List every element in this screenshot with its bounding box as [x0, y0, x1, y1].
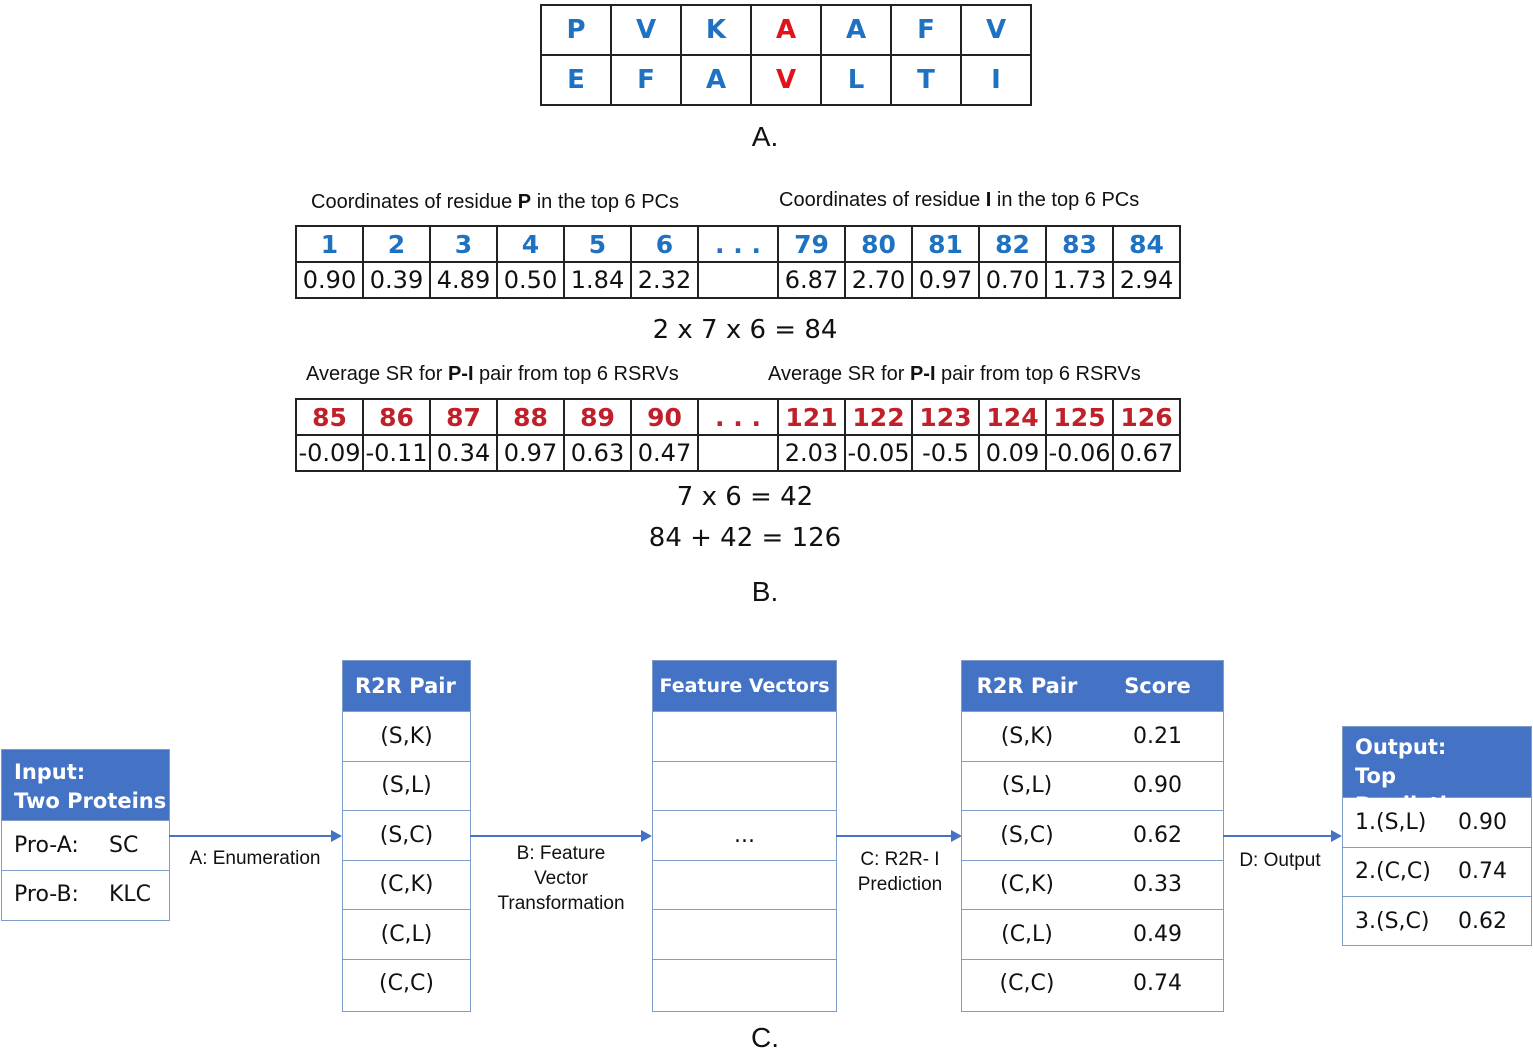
r2r-pair-header: R2R Pair [343, 661, 470, 711]
input-title: Input: [14, 760, 86, 784]
panel-label-c: C. [751, 1022, 779, 1053]
r2r-pair-row: (S,C) [343, 810, 470, 860]
prediction-pair: 3.(S,C) [1355, 908, 1430, 934]
feature-value-cell: 0.70 [979, 262, 1046, 298]
score-row [962, 810, 1223, 860]
score-header [962, 661, 1223, 711]
output-box [1342, 726, 1532, 946]
step-output-label: D: Output [1239, 850, 1321, 871]
score-value: 0.21 [1133, 723, 1182, 749]
equation-42: 7 x 6 = 42 [676, 482, 814, 512]
feature-value-cell: -0.5 [912, 435, 979, 471]
step-text: Transformation [497, 893, 625, 914]
feature-vectors-box [652, 660, 837, 1012]
feature-index-cell: 125 [1046, 399, 1113, 435]
score-pair: (C,L) [1001, 921, 1053, 947]
panel-label-a: A. [751, 121, 779, 152]
feature-index-cell: 6 [631, 226, 698, 262]
caption-text: Coordinates of residue [779, 189, 986, 211]
sr-table [295, 398, 1181, 472]
prediction-row [1343, 847, 1531, 897]
r2r-pair-row: (C,C) [343, 959, 470, 1009]
input-subtitle: Two Proteins [14, 789, 167, 813]
prediction-score: 0.62 [1458, 908, 1507, 934]
sequence-row-b [541, 55, 1031, 105]
feature-value-cell: 0.97 [497, 435, 564, 471]
feature-value-cell: 0.67 [1113, 435, 1180, 471]
output-subtitle: Top Predictions [1355, 764, 1489, 817]
feature-value-cell: 0.97 [912, 262, 979, 298]
feature-value-cell: -0.06 [1046, 435, 1113, 471]
feature-value-cell: 2.32 [631, 262, 698, 298]
arrow-head-icon [331, 830, 342, 842]
caption-text: in the top 6 PCs [531, 191, 680, 213]
feature-value-cell: 6.87 [778, 262, 845, 298]
feature-index-cell: 82 [979, 226, 1046, 262]
feature-value-cell: 0.39 [363, 262, 430, 298]
feature-index-cell: 123 [912, 399, 979, 435]
caption-bold: P-I [447, 363, 474, 385]
residue-cell: I [961, 55, 1031, 105]
feature-index-cell: 2 [363, 226, 430, 262]
residue-cell: F [891, 5, 961, 55]
caption-bold: P-I [909, 363, 936, 385]
feature-index-row [296, 399, 1180, 435]
equation-126: 84 + 42 = 126 [648, 523, 842, 553]
caption-text: pair from top 6 RSRVs [935, 363, 1141, 385]
feature-value-row [296, 435, 1180, 471]
protein-value: KLC [109, 882, 152, 908]
score-box [961, 660, 1224, 1012]
step-text: C: R2R- I [860, 849, 940, 870]
step-text: Prediction [857, 874, 943, 895]
feature-index-cell: 79 [778, 226, 845, 262]
prediction-pair: 1.(S,L) [1355, 809, 1427, 835]
step-enumeration-label: A: Enumeration [189, 848, 321, 869]
feature-index-cell: 124 [979, 399, 1046, 435]
arrow-prediction [836, 835, 952, 837]
feature-value-cell: 0.50 [497, 262, 564, 298]
sequence-row-a [541, 5, 1031, 55]
caption-coords-i [779, 189, 1139, 212]
score-pair: (C,C) [999, 971, 1055, 997]
output-title: Output: [1355, 735, 1447, 759]
feature-index-cell: 80 [845, 226, 912, 262]
arrow-output [1223, 835, 1332, 837]
feature-vector-row [653, 860, 836, 910]
ellipsis-cell: . . . [698, 226, 778, 262]
feature-index-cell: 5 [564, 226, 631, 262]
feature-value-cell: 0.47 [631, 435, 698, 471]
feature-value-cell: 2.94 [1113, 262, 1180, 298]
feature-value-cell: 4.89 [430, 262, 497, 298]
score-row [962, 909, 1223, 959]
feature-index-cell: 4 [497, 226, 564, 262]
prediction-row [1343, 896, 1531, 946]
ellipsis-cell [698, 262, 778, 298]
residue-cell: V [751, 55, 821, 105]
r2r-pair-row: (S,L) [343, 761, 470, 811]
step-text: Vector [534, 868, 588, 889]
residue-cell: A [751, 5, 821, 55]
panel-label-b: B. [751, 576, 779, 607]
caption-avg-sr-left [306, 363, 679, 386]
protein-key: Pro-A: [14, 832, 79, 858]
feature-value-cell: 2.70 [845, 262, 912, 298]
input-row-pro-a [2, 820, 169, 870]
ellipsis-cell [698, 435, 778, 471]
score-row [962, 860, 1223, 910]
score-value: 0.90 [1133, 773, 1182, 799]
equation-84: 2 x 7 x 6 = 84 [652, 315, 838, 345]
score-row [962, 959, 1223, 1009]
feature-index-cell: 90 [631, 399, 698, 435]
arrow-enumeration [169, 835, 332, 837]
feature-vector-row [653, 711, 836, 761]
feature-value-cell: -0.11 [363, 435, 430, 471]
score-row [962, 711, 1223, 761]
step-feature-vector-label [478, 841, 644, 916]
feature-index-cell: 86 [363, 399, 430, 435]
score-header-pair: R2R Pair [976, 674, 1078, 698]
feature-index-cell: 85 [296, 399, 363, 435]
caption-bold: P [517, 191, 532, 213]
residue-cell: E [541, 55, 611, 105]
input-row-pro-b [2, 870, 169, 920]
residue-cell: A [821, 5, 891, 55]
feature-index-cell: 83 [1046, 226, 1113, 262]
feature-value-row [296, 262, 1180, 298]
residue-cell: P [541, 5, 611, 55]
feature-index-cell: 1 [296, 226, 363, 262]
score-value: 0.49 [1133, 921, 1182, 947]
feature-value-cell: 0.09 [979, 435, 1046, 471]
feature-vectors-header: Feature Vectors [653, 661, 836, 711]
residue-cell: T [891, 55, 961, 105]
feature-value-cell: 0.63 [564, 435, 631, 471]
residue-cell: K [681, 5, 751, 55]
feature-index-cell: 87 [430, 399, 497, 435]
protein-value: SC [109, 832, 139, 858]
feature-value-cell: -0.09 [296, 435, 363, 471]
caption-bold: I [985, 189, 992, 211]
step-prediction-label [842, 847, 958, 897]
feature-index-cell: 3 [430, 226, 497, 262]
residue-cell: F [611, 55, 681, 105]
feature-value-cell: 1.73 [1046, 262, 1113, 298]
feature-index-cell: 121 [778, 399, 845, 435]
caption-text: in the top 6 PCs [991, 189, 1140, 211]
feature-index-cell: 122 [845, 399, 912, 435]
step-text: B: Feature [516, 843, 606, 864]
score-header-score: Score [1124, 674, 1191, 698]
score-row [962, 761, 1223, 811]
arrow-head-icon [1331, 830, 1342, 842]
score-pair: (S,L) [1001, 773, 1053, 799]
feature-vector-row [653, 909, 836, 959]
feature-value-cell: 0.34 [430, 435, 497, 471]
r2r-pair-row: (S,K) [343, 711, 470, 761]
prediction-score: 0.90 [1458, 809, 1507, 835]
residue-cell: A [681, 55, 751, 105]
caption-coords-p [311, 191, 679, 214]
ellipsis-cell: . . . [698, 399, 778, 435]
feature-index-cell: 84 [1113, 226, 1180, 262]
prediction-score: 0.74 [1458, 859, 1507, 885]
feature-value-cell: -0.05 [845, 435, 912, 471]
score-value: 0.62 [1133, 822, 1182, 848]
sequence-alignment-table [540, 4, 1032, 106]
feature-index-cell: 126 [1113, 399, 1180, 435]
score-value: 0.33 [1133, 872, 1182, 898]
feature-index-cell: 88 [497, 399, 564, 435]
score-pair: (S,K) [1000, 723, 1054, 749]
r2r-pair-row: (C,L) [343, 909, 470, 959]
r2r-pair-row: (C,K) [343, 860, 470, 910]
input-box [1, 749, 170, 921]
caption-avg-sr-right [768, 363, 1141, 386]
caption-text: Average SR for [306, 363, 448, 385]
residue-cell: V [611, 5, 681, 55]
feature-vector-row: ... [653, 810, 836, 860]
feature-index-row [296, 226, 1180, 262]
residue-cell: V [961, 5, 1031, 55]
feature-vector-row [653, 959, 836, 1009]
feature-value-cell: 1.84 [564, 262, 631, 298]
prediction-pair: 2.(C,C) [1355, 859, 1431, 885]
feature-index-cell: 81 [912, 226, 979, 262]
score-value: 0.74 [1133, 971, 1182, 997]
output-box-header [1343, 727, 1531, 817]
feature-value-cell: 2.03 [778, 435, 845, 471]
feature-value-cell: 0.90 [296, 262, 363, 298]
coordinates-table [295, 225, 1181, 299]
residue-cell: L [821, 55, 891, 105]
caption-text: pair from top 6 RSRVs [473, 363, 679, 385]
feature-vector-row [653, 761, 836, 811]
caption-text: Average SR for [768, 363, 910, 385]
arrow-feature-transformation [470, 835, 642, 837]
caption-text: Coordinates of residue [311, 191, 518, 213]
r2r-pair-box [342, 660, 471, 1012]
score-pair: (S,C) [1000, 822, 1054, 848]
protein-key: Pro-B: [14, 882, 79, 908]
score-pair: (C,K) [1000, 872, 1054, 898]
input-box-header [2, 750, 169, 820]
feature-index-cell: 89 [564, 399, 631, 435]
